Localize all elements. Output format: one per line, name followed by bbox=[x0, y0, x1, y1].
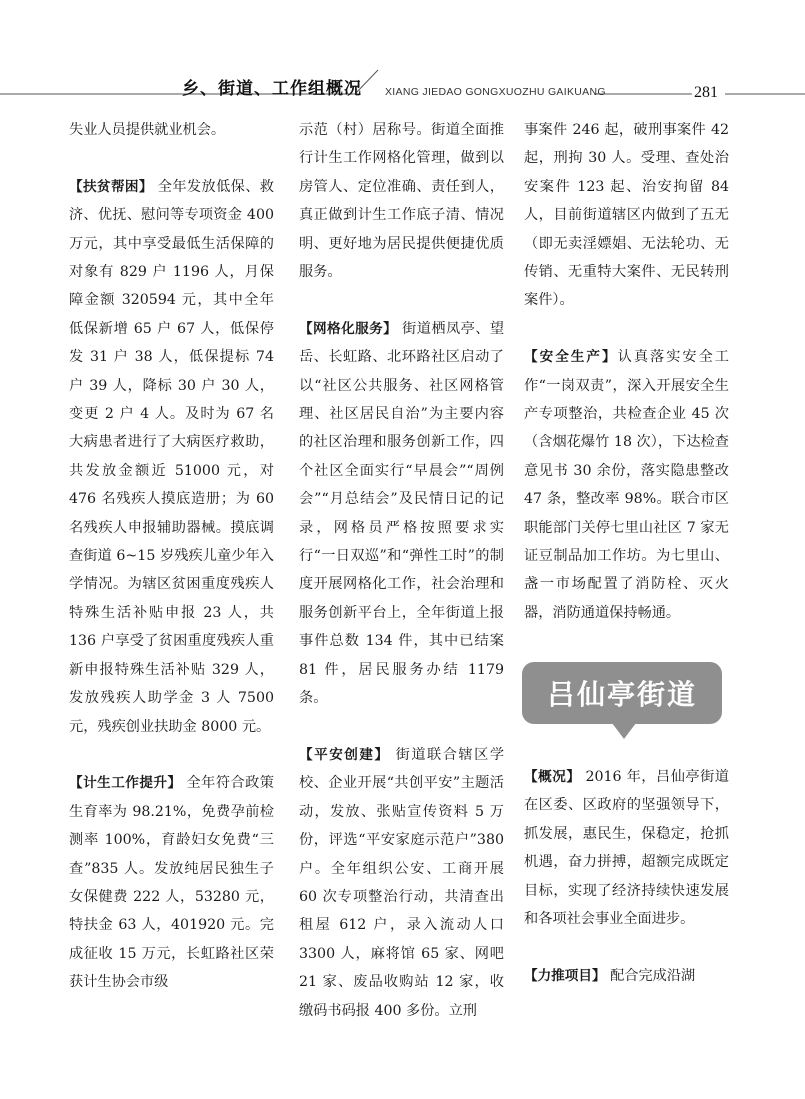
text-column-1 bbox=[69, 116, 274, 997]
text-column-2 bbox=[299, 116, 504, 1025]
section-keyword: 【网格化服务】 bbox=[299, 320, 398, 337]
section-title-badge bbox=[522, 662, 722, 724]
page-header bbox=[0, 0, 805, 110]
paragraph-text: 全年发放低保、救济、优抚、慰问等专项资金 400 万元，其中享受最低生活保障的对象有 829 户 1196 人，月保障金额 320594 元，其中全年低保新增 65 户 67 人，低保停发 31 户 38 人，低保提标 74 户 39 人，降标 30 户 30 人，变更 2 户 4 人。及时为 67 名大病患者进行了大病医疗救助，共发放金额近 51000 元，对 476 名残疾人摸底造册；为 60 名残疾人申报辅助器械。摸底调查街道 6~15 岁残疾儿童少年入学情况。为辖区贫困重度残疾人特殊生活补贴申报 23 人，共 136 户享受了贫困重度残疾人重新申报特殊生活补贴 329 人，发放残疾人助学金 3 人 7500 元，残疾创业扶助金 8000 元。 bbox=[69, 178, 274, 735]
paragraph-projects bbox=[524, 962, 729, 990]
section-keyword: 【扶贫帮困】 bbox=[69, 178, 153, 195]
paragraph-text: 配合完成沿湖 bbox=[605, 967, 696, 984]
paragraph bbox=[299, 116, 504, 286]
section-keyword: 【计生工作提升】 bbox=[69, 775, 182, 792]
section-keyword: 【平安创建】 bbox=[299, 746, 390, 763]
section-keyword: 【概况】 bbox=[524, 769, 581, 785]
page-number: 281 bbox=[694, 84, 718, 101]
paragraph-text: 街道栖凤亭、望岳、长虹路、北环路社区启动了以“社区公共服务、社区网格管理、社区居民自治”为主要内容的社区治理和服务创新工作，四个社区全面实行“早晨会”“周例会”“月总结会”及民情日记的记录，网格员严格按照要求实行“一日双巡”和“弹性工时”的制度开展网格化工作，社会治理和服务创新平台上，全年街道上报事件总数 134 件，其中已结案 81 件，居民服务办结 1179 条。 bbox=[299, 320, 505, 707]
paragraph-text: 2016 年，吕仙亭街道在区委、区政府的坚强领导下，抓发展，惠民生，保稳定，抢抓机遇，奋力拼搏，超额完成既定目标，实现了经济持续快速发展和各项社会事业全面进步。 bbox=[524, 769, 729, 928]
paragraph-family-planning bbox=[69, 769, 274, 996]
paragraph-text: 事案件 246 起，破刑事案件 42 起，刑拘 30 人。受理、查处治安案件 123 起、治安拘留 84 人，目前街道辖区内做到了五无（即无卖淫嫖娼、无法轮功、无传销、无重特大案件、无民转刑案件）。 bbox=[524, 122, 729, 309]
paragraph-poverty-relief bbox=[69, 173, 274, 741]
paragraph-overview bbox=[524, 763, 729, 933]
header-title: 乡、街道、工作组概况 bbox=[182, 79, 362, 99]
paragraph-production-safety bbox=[524, 343, 729, 627]
section-keyword: 【安全生产】 bbox=[524, 349, 618, 366]
paragraph bbox=[524, 116, 729, 315]
paragraph-text: 示范（村）居称号。街道全面推行计生工作网格化管理，做到以房管人、定位准确、责任到人，真正做到计生工作底子清、情况明、更好地为居民提供便捷优质服务。 bbox=[299, 122, 504, 281]
text-column-3-lower bbox=[524, 763, 729, 990]
text-column-3 bbox=[524, 116, 729, 627]
header-pinyin: XIANG JIEDAO GONGXUOZHU GAIKUANG bbox=[385, 86, 606, 98]
badge-pointer bbox=[612, 723, 636, 739]
paragraph-safety-creation bbox=[299, 741, 504, 1025]
paragraph-grid-service bbox=[299, 315, 504, 713]
paragraph-text: 街道联合辖区学校、企业开展“共创平安”主题活动，发放、张贴宣传资料 5 万份，评选“平安家庭示范户”380 户。全年组织公安、工商开展 60 次专项整治行动，共清查出租屋 612 户，录入流动人口 3300 人，麻将馆 65 家、网吧 21 家、废品收购站 12 家，收缴码书码报 400 多份。立刑 bbox=[299, 746, 505, 1019]
section-title: 吕仙亭街道 bbox=[546, 678, 697, 711]
paragraph-text: 全年符合政策生育率为 98.21%，免费孕前检测率 100%，育龄妇女免费“三查”835 人。发放纯居民独生子女保健费 222 人，53280 元，特扶金 63 人，401920 元。完成征收 15 万元，长虹路社区荣获计生协会市级 bbox=[69, 775, 274, 991]
section-keyword: 【力推项目】 bbox=[524, 967, 606, 984]
paragraph-text: 认真落实安全工作“一岗双责”，深入开展安全生产专项整治，共检查企业 45 次（含烟花爆竹 18 次），下达检查意见书 30 余份，落实隐患整改 47 条，整改率 98%。联合市区职能部门关停七里山社区 7 家无证豆制品加工作坊。为七里山、盏一市场配置了消防栓、灭火器，消防通道保持畅通。 bbox=[524, 349, 729, 621]
paragraph-text: 失业人员提供就业机会。 bbox=[69, 122, 226, 138]
paragraph bbox=[69, 116, 274, 144]
